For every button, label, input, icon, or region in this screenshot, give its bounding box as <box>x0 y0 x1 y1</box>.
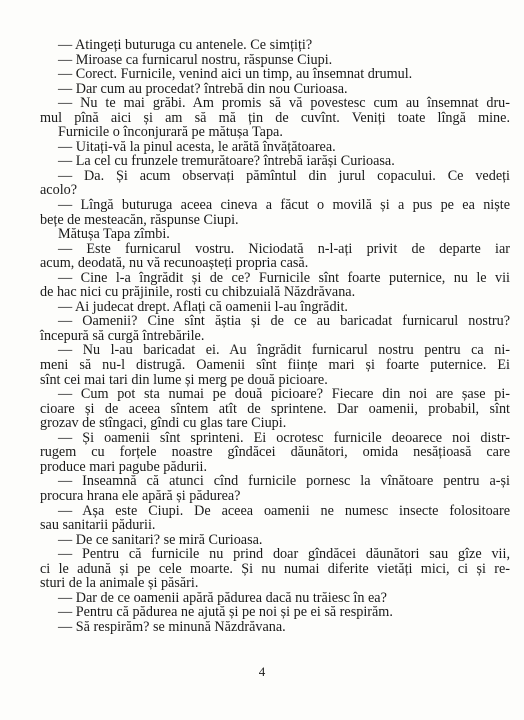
text-line: sînt cei mai tari din lume și merg pe două picioare. <box>40 371 328 388</box>
text-line: rugem cu forțele noastre gîndăcei dăunători, omida nesățioasă care <box>40 444 510 461</box>
text-line: — Așa este Ciupi. De aceea oamenii ne numesc insecte folositoare <box>58 502 510 519</box>
page-body-text <box>40 38 510 634</box>
text-line: — Cum pot sta numai pe două picioare? Fiecare din noi are șase pi- <box>58 386 510 403</box>
text-line: — Miroase ca furnicarul nostru, răspunse Ciupi. <box>58 51 333 68</box>
text-line: — Atingeți buturuga cu antenele. Ce simțiți? <box>58 37 313 53</box>
text-line: — Nu l-au baricadat ei. Au îngrădit furnicarul nostru pentru ca ni- <box>58 342 510 359</box>
text-line: — Nu te mai grăbi. Am promis să vă povestesc cum au însemnat dru- <box>58 95 510 112</box>
text-line: — Pentru că pădurea ne ajută și pe noi și pe ei să respirăm. <box>58 604 393 621</box>
text-line: ci le adună și pe cele moarte. Și nu numai diferite vietăți mici, ci și re- <box>40 560 510 577</box>
text-line: — Cine l-a îngrădit și de ce? Furnicile sînt foarte puternice, nu le vii <box>58 269 510 286</box>
text-line: — Dar cum au procedat? întrebă din nou Curioasa. <box>58 80 348 97</box>
text-line: acum, deodată, nu vă recunoașteți propria casă. <box>40 255 309 272</box>
text-line: — Inseamnă că atunci cînd furnicile pornesc la vînătoare pentru a-și <box>58 473 510 490</box>
text-line: începură să curgă întrebările. <box>40 327 205 344</box>
text-line: cioare și de aceea sîntem atît de sprintene. Dar oamenii, probabil, sînt <box>40 400 510 417</box>
text-line: — Oamenii? Cine sînt ăștia și de ce au baricadat furnicarul nostru? <box>58 313 510 330</box>
text-line: de hac nici cu prăjinile, rosti cu chibzuială Năzdrăvana. <box>40 284 356 301</box>
text-line: — Da. Și acum observați pămîntul din jurul copacului. Ce vedeți <box>58 167 510 184</box>
text-line: — Corect. Furnicile, venind aici un timp, au însemnat drumul. <box>58 66 413 83</box>
text-line: — Uitați-vă la pinul acesta, le arătă învățătoarea. <box>58 138 336 155</box>
text-line: bețe de mesteacăn, răspunse Ciupi. <box>40 211 239 228</box>
text-line: — De ce sanitari? se miră Curioasa. <box>58 531 263 548</box>
text-line: — Este furnicarul vostru. Niciodată n-l-ați privit de departe iar <box>58 240 510 257</box>
text-line: — Să respirăm? se minună Năzdrăvana. <box>58 618 286 635</box>
text-line: — Lîngă buturuga aceea cineva a făcut o movilă și a pus pe ea niște <box>58 197 510 214</box>
text-line: grozav de stîngaci, gîndi cu glas tare Ciupi. <box>40 415 287 432</box>
text-line: Furnicile o înconjurară pe mătușa Tapa. <box>58 124 283 141</box>
text-line: mul pînă aici și am să mă țin de cuvînt. Veniți toate lîngă mine. <box>40 109 510 126</box>
text-line: Mătușa Tapa zîmbi. <box>58 226 170 243</box>
text-line: sturi de la animale și păsări. <box>40 575 199 592</box>
text-line: — Ai judecat drept. Aflați că oamenii l-au îngrădit. <box>58 298 348 315</box>
text-line: produce mari pagube pădurii. <box>40 458 208 475</box>
text-line: — Pentru că furnicile nu prind doar gîndăcei dăunători sau gîze vii, <box>58 546 510 563</box>
text-line: sau sanitarii pădurii. <box>40 517 156 534</box>
text-line: meni să nu-l distrugă. Oamenii sînt ființe mari și foarte puternice. Ei <box>40 357 510 374</box>
text-line: — Și oamenii sînt sprinteni. Ei ocrotesc furnicile deoarece noi distr- <box>58 429 510 446</box>
page-number: 4 <box>258 664 266 679</box>
text-line: — Dar de ce oamenii apără pădurea dacă nu trăiesc în ea? <box>58 589 387 606</box>
text-line: — La cel cu frunzele tremurătoare? întrebă iarăși Curioasa. <box>58 153 395 170</box>
text-line: procura hrana ele apără și pădurea? <box>40 487 241 504</box>
text-line: acolo? <box>40 182 78 199</box>
